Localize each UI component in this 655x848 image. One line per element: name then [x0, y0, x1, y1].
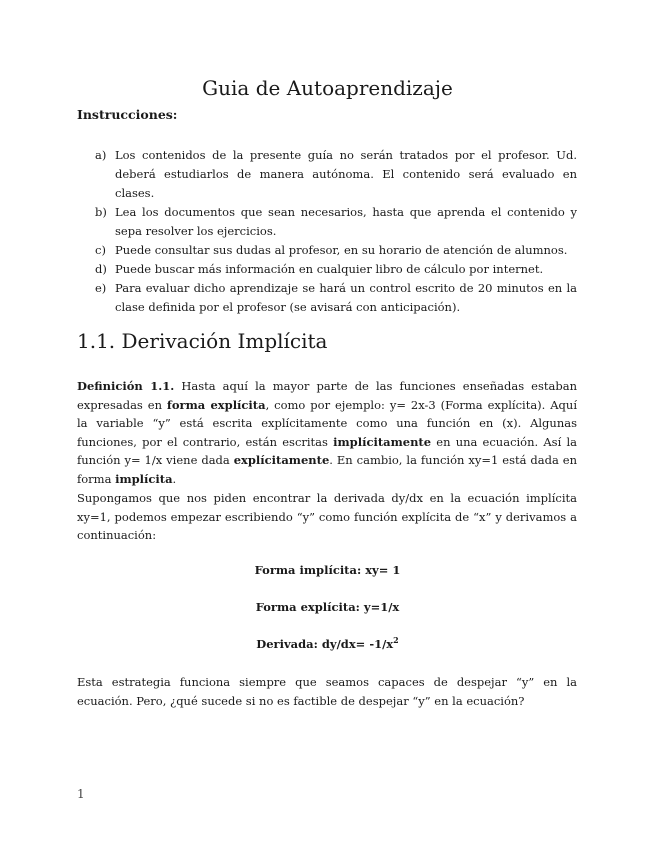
list-marker: a): [95, 148, 107, 162]
list-item-text: Para evaluar dicho aprendizaje se hará un control escrito de 20 minutos en la clase definida por el profesor (se avisará con anticipación).: [115, 281, 577, 314]
definition-label: Definición 1.1.: [77, 379, 175, 393]
list-item-text: Lea los documentos que sean necesarios, hasta que aprenda el contenido y sepa resolver los ejercicios.: [115, 205, 577, 238]
list-marker: c): [95, 243, 106, 257]
list-item-text: Puede consultar sus dudas al profesor, en su horario de atención de alumnos.: [115, 243, 568, 257]
closing-paragraph: Esta estrategia funciona siempre que seamos capaces de despejar “y” en la ecuación. Pero, ¿qué sucede si no es factible de despejar “y” en la ecuación?: [77, 675, 577, 708]
example-paragraph: Supongamos que nos piden encontrar la derivada dy/dx en la ecuación implícita xy=1, podemos empezar escribiendo “y” como función explícita de “x” y derivamos a continuación:: [77, 491, 577, 542]
formula-derivative: [0, 637, 655, 651]
list-marker: b): [95, 205, 107, 219]
bold-term: explícitamente: [233, 453, 330, 467]
section-heading: 1.1. Derivación Implícita: [77, 329, 328, 353]
formula-exponent: 2: [393, 635, 399, 646]
list-item: [77, 146, 577, 203]
text-run: en una ecuación. Así la función y= 1/x viene dada: [77, 434, 577, 467]
instructions-heading: Instrucciones:: [77, 107, 178, 122]
list-item-text: Puede buscar más información en cualquier libro de cálculo por internet.: [115, 262, 544, 276]
list-item: [77, 203, 577, 241]
formula-explicit: Forma explícita: y=1/x: [255, 600, 400, 614]
instructions-list: [77, 146, 577, 317]
definition-paragraph: [77, 377, 577, 488]
bold-term: forma explícita: [166, 397, 266, 412]
formula-derivative-text: Derivada: dy/dx= -1/x: [256, 637, 394, 651]
text-run: Hasta aquí la mayor parte de las funciones enseñadas estaban expresadas en: [77, 379, 577, 412]
list-marker: e): [95, 281, 107, 295]
list-marker: d): [95, 262, 107, 276]
list-item-text: Los contenidos de la presente guía no serán tratados por el profesor. Ud. deberá estudiarlos de manera autónoma. El contenido será evaluado en clases.: [115, 148, 577, 200]
formula-implicit: Forma implícita: xy= 1: [254, 563, 401, 577]
text-run: , como por ejemplo: y= 2x-3 (Forma explícita). Aquí la variable “y” está escrita explícitamente como una función en (x). Algunas funciones, por el contrario, están escritas: [77, 397, 578, 449]
list-item: [77, 241, 577, 260]
text-run: . En cambio, la función xy=1 está dada en forma: [77, 453, 577, 486]
bold-term: implícitamente: [333, 434, 432, 449]
text-run: .: [172, 471, 177, 486]
page-number: 1: [77, 787, 85, 801]
list-item: [77, 260, 577, 279]
bold-term: implícita: [115, 471, 173, 486]
document-title: Guia de Autoaprendizaje: [202, 76, 453, 100]
list-item: [77, 279, 577, 317]
